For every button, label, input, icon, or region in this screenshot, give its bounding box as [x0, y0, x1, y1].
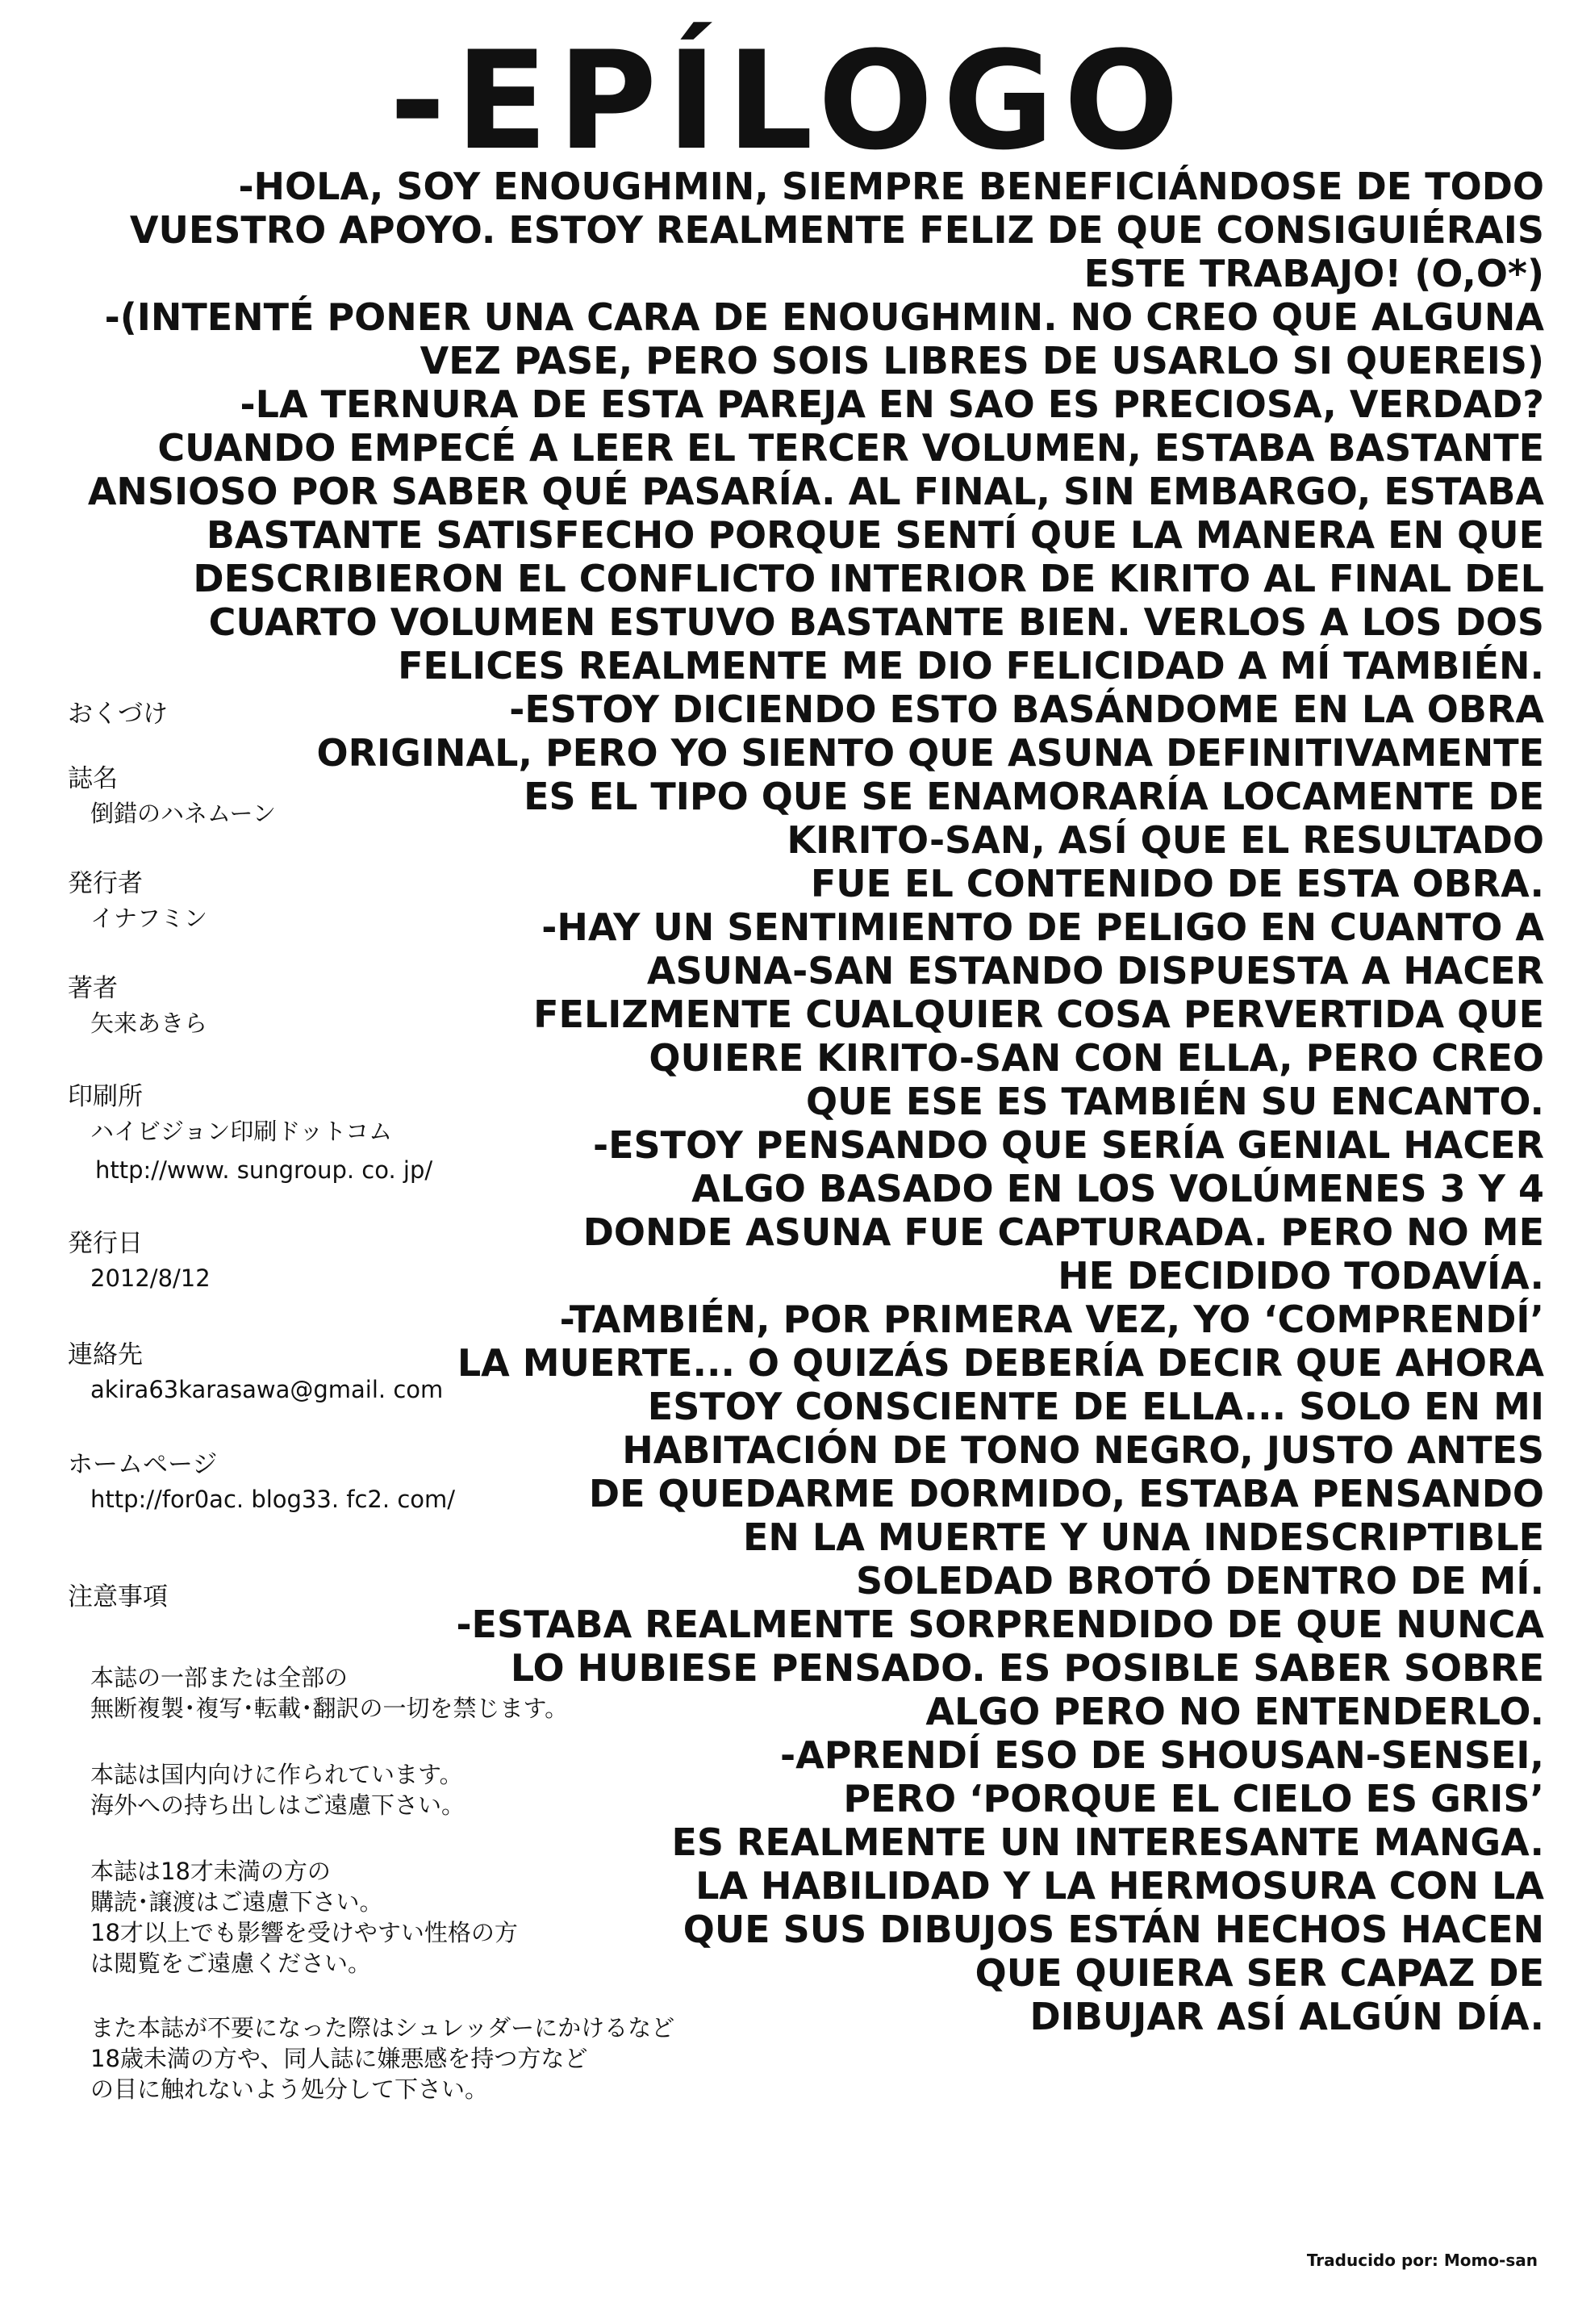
text-line: FELICES REALMENTE ME DIO FELICIDAD A MÍ TAMBIÉN.	[398, 644, 1544, 688]
colophon-heading: おくづけ	[68, 700, 168, 729]
text-line: ESTE TRABAJO! (O,O*)	[1083, 252, 1544, 295]
note-line: 18才以上でも影響を受けやすい性格の方	[90, 1919, 518, 1946]
text-line: HE DECIDIDO TODAVÍA.	[1058, 1254, 1544, 1298]
text-line: -ESTABA REALMENTE SORPRENDIDO DE QUE NUNCA	[456, 1603, 1544, 1646]
text-line: -HOLA, SOY ENOUGHMIN, SIEMPRE BENEFICIÁNDOSE DE TODO	[238, 165, 1544, 208]
text-line: VEZ PASE, PERO SOIS LIBRES DE USARLO SI QUEREIS)	[420, 339, 1544, 382]
text-line: LA MUERTE... O QUIZÁS DEBERÍA DECIR QUE AHORA	[457, 1341, 1544, 1385]
text-line: EN LA MUERTE Y UNA INDESCRIPTIBLE	[742, 1515, 1544, 1559]
text-line: FELIZMENTE CUALQUIER COSA PERVERTIDA QUE	[533, 993, 1544, 1036]
text-line: -(INTENTÉ PONER UNA CARA DE ENOUGHMIN. NO CREO QUE ALGUNA	[104, 295, 1544, 339]
colophon-label-contact: 連絡先	[68, 1340, 143, 1369]
text-line: -TAMBIÉN, POR PRIMERA VEZ, YO ‘COMPRENDÍ’	[559, 1298, 1544, 1341]
text-line: LA HABILIDAD Y LA HERMOSURA CON LA	[695, 1864, 1544, 1908]
colophon-value-contact: akira63karasawa@gmail. com	[90, 1376, 444, 1403]
text-line: CUANDO EMPECÉ A LEER EL TERCER VOLUMEN, ESTABA BASTANTE	[157, 426, 1544, 470]
colophon-label-title: 誌名	[68, 764, 118, 793]
text-line: BASTANTE SATISFECHO PORQUE SENTÍ QUE LA MANERA EN QUE	[206, 513, 1544, 557]
text-line: HABITACIÓN DE TONO NEGRO, JUSTO ANTES	[622, 1428, 1544, 1472]
text-line: -LA TERNURA DE ESTA PAREJA EN SAO ES PRECIOSA, VERDAD?	[240, 382, 1544, 426]
text-line: FUE EL CONTENIDO DE ESTA OBRA.	[810, 862, 1544, 905]
text-line: DESCRIBIERON EL CONFLICTO INTERIOR DE KIRITO AL FINAL DEL	[193, 557, 1544, 600]
note-line: 無断複製･複写･転載･翻訳の一切を禁じます。	[90, 1695, 569, 1722]
text-line: ESTOY CONSCIENTE DE ELLA... SOLO EN MI	[647, 1385, 1544, 1428]
page-title: -EPÍLOGO	[389, 22, 1189, 180]
note-line: 本誌は国内向けに作られています。	[90, 1761, 463, 1788]
translator-credit: Traducido por: Momo-san	[1306, 2251, 1538, 2270]
text-line: ES EL TIPO QUE SE ENAMORARÍA LOCAMENTE DE	[524, 775, 1544, 818]
text-line: KIRITO-SAN, ASÍ QUE EL RESULTADO	[787, 818, 1544, 862]
text-line: -ESTOY DICIENDO ESTO BASÁNDOME EN LA OBRA	[509, 688, 1544, 731]
colophon-value-date: 2012/8/12	[90, 1264, 211, 1292]
note-line: 海外への持ち出しはご遠慮下さい。	[90, 1791, 465, 1819]
text-line: DONDE ASUNA FUE CAPTURADA. PERO NO ME	[582, 1210, 1544, 1254]
text-line: ALGO PERO NO ENTENDERLO.	[925, 1690, 1544, 1733]
colophon-label-homepage: ホームページ	[68, 1450, 218, 1479]
colophon-value-printer: ハイビジョン印刷ドットコム	[90, 1118, 393, 1145]
colophon-value-printer-url: http://www. sungroup. co. jp/	[95, 1156, 433, 1184]
note-line: は閲覧をご遠慮ください。	[90, 1950, 372, 1977]
text-line: -APRENDÍ ESO DE SHOUSAN-SENSEI,	[780, 1733, 1544, 1777]
text-line: DIBUJAR ASÍ ALGÚN DÍA.	[1029, 1995, 1544, 2038]
colophon-value-title: 倒錯のハネムーン	[90, 800, 276, 827]
notes-heading: 注意事項	[68, 1582, 168, 1611]
text-line: ES REALMENTE UN INTERESANTE MANGA.	[671, 1820, 1544, 1864]
text-line: LO HUBIESE PENSADO. ES POSIBLE SABER SOBRE	[510, 1646, 1544, 1690]
text-line: QUIERE KIRITO-SAN CON ELLA, PERO CREO	[649, 1036, 1544, 1080]
text-line: ALGO BASADO EN LOS VOLÚMENES 3 Y 4	[691, 1167, 1544, 1210]
text-line: QUE SUS DIBUJOS ESTÁN HECHOS HACEN	[683, 1908, 1544, 1951]
note-line: の目に触れないよう処分して下さい。	[90, 2075, 489, 2103]
text-line: VUESTRO APOYO. ESTOY REALMENTE FELIZ DE QUE CONSIGUIÉRAIS	[129, 208, 1544, 252]
colophon-value-author: 矢来あきら	[90, 1009, 208, 1037]
colophon-label-author: 著者	[68, 974, 118, 1003]
text-line: QUE ESE ES TAMBIÉN SU ENCANTO.	[806, 1080, 1544, 1123]
text-line: ASUNA-SAN ESTANDO DISPUESTA A HACER	[646, 949, 1544, 993]
text-line: CUARTO VOLUMEN ESTUVO BASTANTE BIEN. VERLOS A LOS DOS	[208, 600, 1544, 644]
text-line: -HAY UN SENTIMIENTO DE PELIGO EN CUANTO A	[541, 905, 1544, 949]
note-line: 本誌は18才未満の方の	[90, 1858, 331, 1885]
text-line: ANSIOSO POR SABER QUÉ PASARÍA. AL FINAL, SIN EMBARGO, ESTABA	[87, 470, 1544, 513]
colophon-label-publisher: 発行者	[68, 869, 143, 898]
colophon-label-printer: 印刷所	[68, 1082, 143, 1111]
note-line: また本誌が不要になった際はシュレッダーにかけるなど	[90, 2014, 675, 2042]
text-line: QUE QUIERA SER CAPAZ DE	[975, 1951, 1544, 1995]
text-line: -ESTOY PENSANDO QUE SERÍA GENIAL HACER	[593, 1123, 1544, 1167]
note-line: 本誌の一部または全部の	[90, 1664, 349, 1691]
colophon-label-date: 発行日	[68, 1229, 143, 1258]
note-line: 購読･譲渡はご遠慮下さい。	[90, 1888, 383, 1916]
text-line: SOLEDAD BROTÓ DENTRO DE MÍ.	[855, 1559, 1544, 1603]
text-line: ORIGINAL, PERO YO SIENTO QUE ASUNA DEFINITIVAMENTE	[316, 731, 1544, 775]
colophon-value-publisher: イナフミン	[90, 905, 208, 932]
text-line: PERO ‘PORQUE EL CIELO ES GRIS’	[843, 1777, 1544, 1820]
colophon-value-homepage: http://for0ac. blog33. fc2. com/	[90, 1486, 456, 1513]
text-line: DE QUEDARME DORMIDO, ESTABA PENSANDO	[588, 1472, 1544, 1515]
note-line: 18歳未満の方や、同人誌に嫌悪感を持つ方など	[90, 2045, 588, 2072]
